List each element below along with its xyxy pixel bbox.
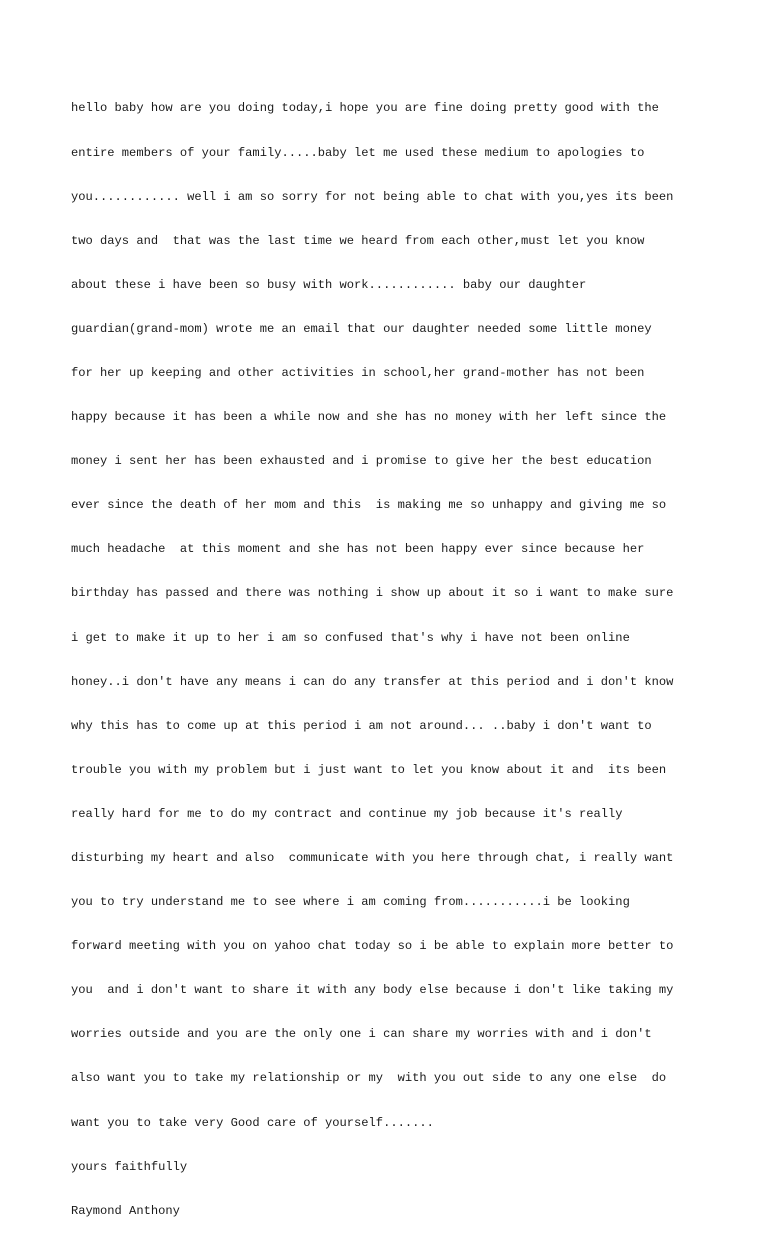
letter-line: hello baby how are you doing today,i hope you are fine doing pretty good with the (71, 101, 659, 116)
letter-closing: yours faithfully (71, 1159, 188, 1174)
letter-line: about these i have been so busy with work............ baby our daughter (71, 277, 587, 292)
letter-line: money i sent her has been exhausted and i promise to give her the best education (71, 454, 652, 469)
letter-line: why this has to come up at this period i am not around... ..baby i don't want to (71, 718, 652, 733)
letter-line: i get to make it up to her i am so confused that's why i have not been online (71, 630, 630, 645)
letter-line: for her up keeping and other activities in school,her grand-mother has not been (71, 365, 645, 380)
letter-body (71, 72, 731, 1248)
letter-line: birthday has passed and there was nothing i show up about it so i want to make sure (71, 586, 674, 601)
letter-line: two days and that was the last time we heard from each other,must let you know (71, 233, 645, 248)
letter-line: you and i don't want to share it with any body else because i don't like taking my (71, 983, 674, 998)
letter-line: also want you to take my relationship or my with you out side to any one else do (71, 1071, 667, 1086)
letter-line: worries outside and you are the only one i can share my worries with and i don't (71, 1027, 652, 1042)
letter-line: happy because it has been a while now and she has no money with her left since the (71, 410, 667, 425)
letter-line: really hard for me to do my contract and continue my job because it's really (71, 806, 623, 821)
letter-line: entire members of your family.....baby let me used these medium to apologies to (71, 145, 645, 160)
letter-line: honey..i don't have any means i can do any transfer at this period and i don't know (71, 674, 674, 689)
letter-line: disturbing my heart and also communicate with you here through chat, i really want (71, 851, 674, 865)
letter-line: much headache at this moment and she has not been happy ever since because her (71, 542, 645, 557)
letter-line: forward meeting with you on yahoo chat today so i be able to explain more better to (71, 939, 674, 954)
letter-line: you to try understand me to see where i am coming from...........i be looking (71, 895, 630, 910)
letter-line: you............ well i am so sorry for not being able to chat with you,yes its been (71, 189, 674, 204)
letter-line: want you to take very Good care of yourself....... (71, 1115, 434, 1130)
letter-line: trouble you with my problem but i just want to let you know about it and its been (71, 762, 667, 777)
letter-signature: Raymond Anthony (71, 1203, 180, 1218)
letter-line: ever since the death of her mom and this is making me so unhappy and giving me so (71, 498, 667, 513)
letter-line: guardian(grand-mom) wrote me an email that our daughter needed some little money (71, 321, 652, 336)
